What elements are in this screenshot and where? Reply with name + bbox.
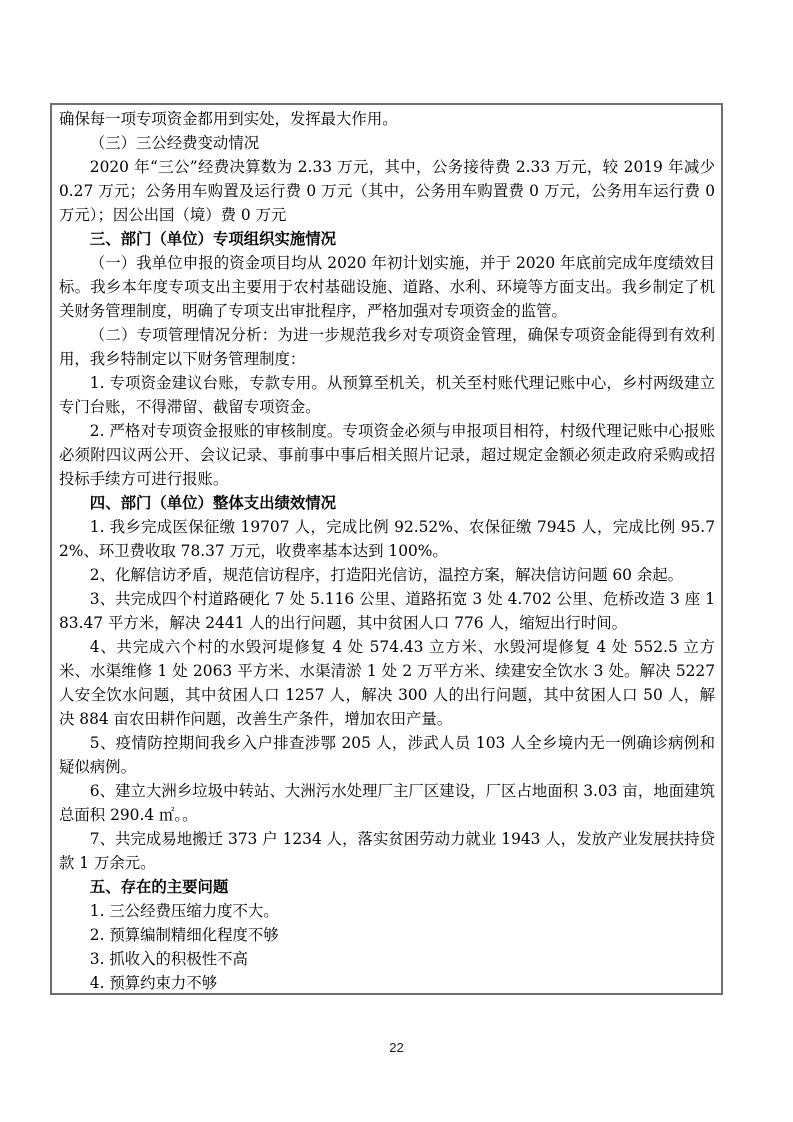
paragraph: （三）三公经费变动情况 — [89, 134, 260, 152]
paragraph: 4. 预算约束力不够 — [89, 974, 218, 992]
paragraph: 3. 抓收入的积极性不高 — [89, 950, 248, 968]
section-heading: 五、存在的主要问题 — [89, 878, 229, 896]
paragraph: 2020 年“三公”经费决算数为 2.33 万元，其中，公务接待费 2.33 万元，较 2019 年减少 0.27 万元；公务用车购置及运行费 0 万元（其中，公务用车购置费 0 万元，公务用车运行费 0 万元）；因公出国（境）费 0 万元 — [59, 158, 715, 224]
paragraph: 2、化解信访矛盾，规范信访程序，打造阳光信访，温控方案，解决信访问题 60 余起。 — [89, 566, 684, 584]
paragraph: 5、疫情防控期间我乡入户排查涉鄂 205 人，涉武人员 103 人全乡境内无一例确诊病例和疑似病例。 — [59, 734, 715, 776]
paragraph: （一）我单位申报的资金项目均从 2020 年初计划实施，并于 2020 年底前完成年度绩效目标。我乡本年度专项支出主要用于农村基础设施、道路、水利、环境等方面支出。我乡制定了机关财务管理制度，明确了专项支出审批程序，严格加强对专项资金的监管。 — [59, 254, 715, 320]
paragraph: 1. 三公经费压缩力度不大。 — [89, 902, 279, 920]
paragraph: 确保每一项专项资金都用到实处，发挥最大作用。 — [59, 110, 398, 128]
content-table — [50, 103, 723, 995]
paragraph: 2. 严格对专项资金报账的审核制度。专项资金必须与申报项目相符，村级代理记账中心报账必须附四议两公开、会议记录、事前事中事后相关照片记录，超过规定金额必须走政府采购或招投标手续方可进行报账。 — [59, 422, 715, 488]
paragraph: 3、共完成四个村道路硬化 7 处 5.116 公里、道路拓宽 3 处 4.702 公里、危桥改造 3 座 183.47 平方米，解决 2441 人的出行问题，其中贫困人口 776 人，缩短出行时间。 — [59, 590, 715, 632]
section-heading: 三、部门（单位）专项组织实施情况 — [89, 230, 337, 248]
paragraph: 4、共完成六个村的水毁河堤修复 4 处 574.43 立方米、水毁河堤修复 4 处 552.5 立方米、水渠维修 1 处 2063 平方米、水渠清淤 1 处 2 万平方米、续建安全饮水 3 处。解决 5227 人安全饮水问题，其中贫困人口 1257 人，解决 300 人的出行问题，其中贫困人口 50 人，解决 884 亩农田耕作问题，改善生产条件，增加农田产量。 — [59, 638, 715, 728]
page-number: 22 — [389, 1040, 404, 1055]
paragraph: 1. 我乡完成医保征缴 19707 人，完成比例 92.52%、农保征缴 7945 人，完成比例 95.72%、环卫费收取 78.37 万元，收费率基本达到 100%。 — [59, 518, 715, 560]
paragraph: （二）专项管理情况分析：为进一步规范我乡对专项资金管理，确保专项资金能得到有效利用，我乡特制定以下财务管理制度： — [59, 326, 715, 368]
section-heading: 四、部门（单位）整体支出绩效情况 — [89, 494, 337, 512]
paragraph: 6、建立大洲乡垃圾中转站、大洲污水处理厂主厂区建设，厂区占地面积 3.03 亩，地面建筑总面积 290.4 ㎡。。 — [59, 782, 715, 824]
paragraph: 2. 预算编制精细化程度不够 — [89, 926, 279, 944]
paragraph: 7、共完成易地搬迁 373 户 1234 人，落实贫困劳动力就业 1943 人，发放产业发展扶持贷款 1 万余元。 — [59, 830, 715, 872]
paragraph: 1. 专项资金建议台账，专款专用。从预算至机关，机关至村账代理记账中心，乡村两级建立专门台账，不得滞留、截留专项资金。 — [59, 374, 715, 416]
